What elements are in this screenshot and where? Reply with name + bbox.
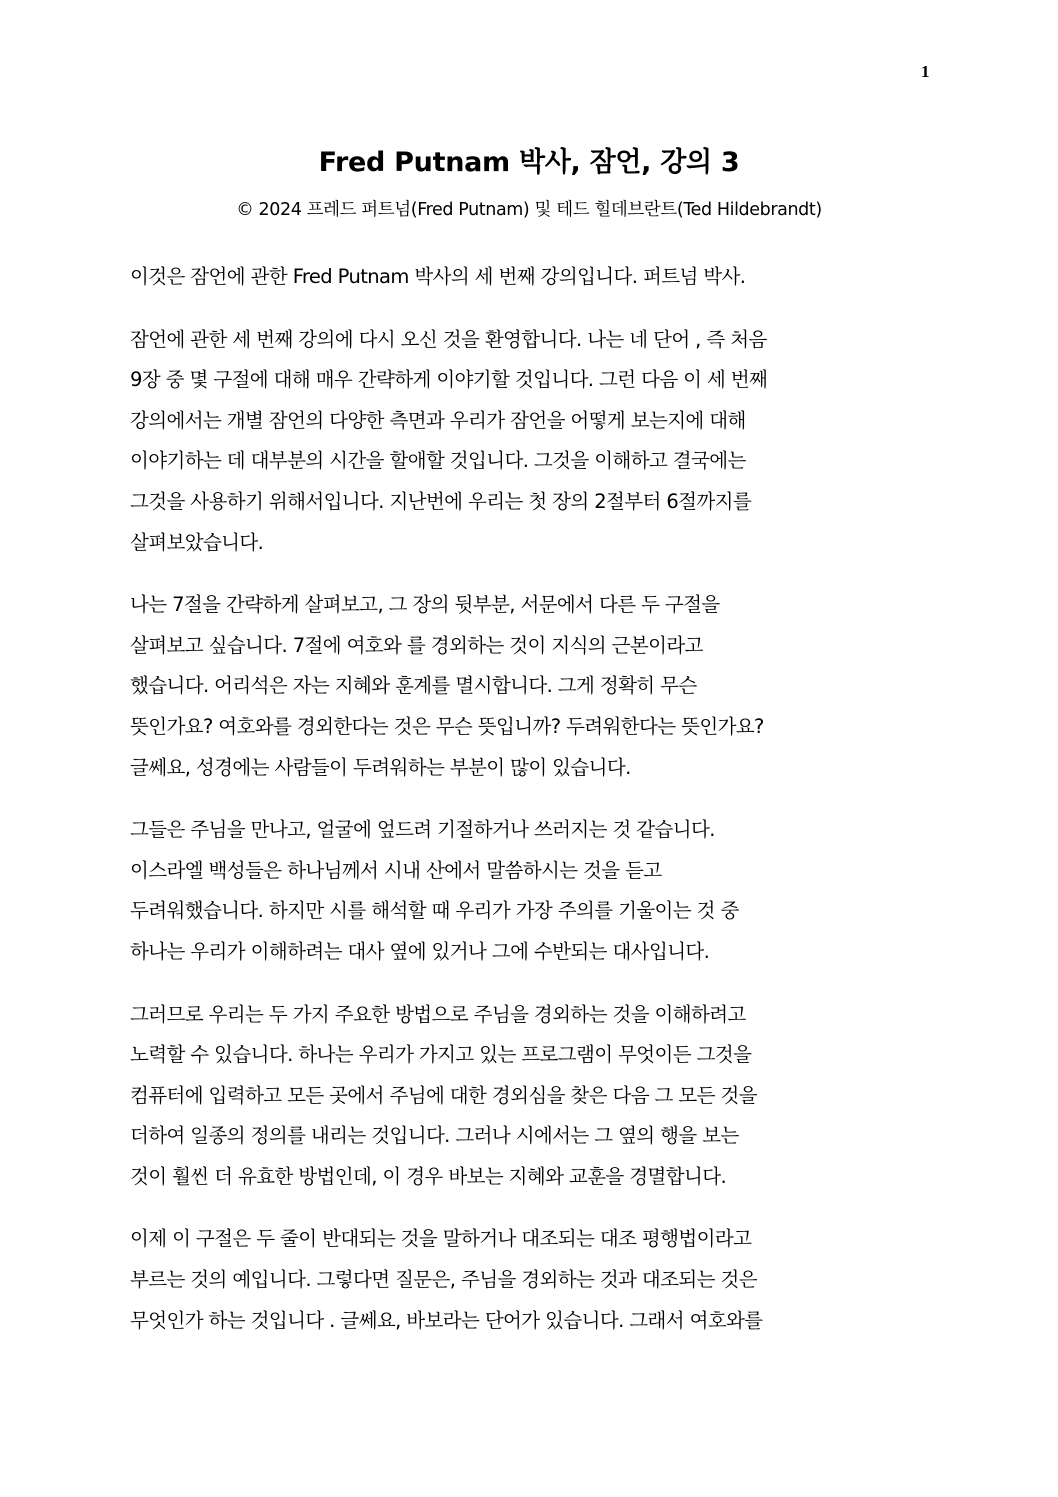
page-number: 1 [921,62,930,81]
paragraph: 잠언에 관한 세 번째 강의에 다시 오신 것을 환영합니다. 나는 네 단어 , 즉 처음 9장 중 몇 구절에 대해 매우 간략하게 이야기할 것입니다. 그런 다음 이 세 번째 강의에서는 개별 잠언의 다양한 측면과 우리가 잠언을 어떻게 보는지에 대해 이야기하는 데 대부분의 시간을 할애할 것입니다. 그것을 이해하고 결국에는 그것을 사용하기 위해서입니다. 지난번에 우리는 첫 장의 2절부터 6절까지를 살펴보았습니다. [130,327,768,554]
paragraph: 그들은 주님을 만나고, 얼굴에 엎드려 기절하거나 쓰러지는 것 같습니다. 이스라엘 백성들은 하나님께서 시내 산에서 말씀하시는 것을 듣고 두려워했습니다. 하지만 시를 해석할 때 우리가 가장 주의를 기울이는 것 중 하나는 우리가 이해하려는 대사 옆에 있거나 그에 수반되는 대사입니다. [130,818,739,963]
document-body [130,257,930,1363]
page-title: Fred Putnam 박사, 잠언, 강의 3 [318,147,740,178]
paragraph: 나는 7절을 간략하게 살펴보고, 그 장의 뒷부분, 서문에서 다른 두 구절을 살펴보고 싶습니다. 7절에 여호와 를 경외하는 것이 지식의 근본이라고 했습니다. 어리석은 자는 지혜와 훈계를 멸시합니다. 그게 정확히 무슨 뜻인가요? 여호와를 경외한다는 것은 무슨 뜻입니까? 두려워한다는 뜻인가요? 글쎄요, 성경에는 사람들이 두려워하는 부분이 많이 있습니다. [130,593,764,779]
paragraph: 그러므로 우리는 두 가지 주요한 방법으로 주님을 경외하는 것을 이해하려고 노력할 수 있습니다. 하나는 우리가 가지고 있는 프로그램이 무엇이든 그것을 컴퓨터에 입력하고 모든 곳에서 주님에 대한 경외심을 찾은 다음 그 모든 것을 더하여 일종의 정의를 내리는 것입니다. 그러나 시에서는 그 옆의 행을 보는 것이 훨씬 더 유효한 방법인데, 이 경우 바보는 지혜와 교훈을 경멸합니다. [130,1002,757,1188]
paragraph-intro: 이것은 잠언에 관한 Fred Putnam 박사의 세 번째 강의입니다. 퍼트넘 박사. [130,265,746,288]
paragraph: 이제 이 구절은 두 줄이 반대되는 것을 말하거나 대조되는 대조 평행법이라고 부르는 것의 예입니다. 그렇다면 질문은, 주님을 경외하는 것과 대조되는 것은 무엇인가 하는 것입니다 . 글쎄요, 바보라는 단어가 있습니다. 그래서 여호와를 [130,1227,763,1332]
copyright-line: © 2024 프레드 퍼트넘(Fred Putnam) 및 테드 힐데브란트(Ted Hildebrandt) [236,200,822,220]
